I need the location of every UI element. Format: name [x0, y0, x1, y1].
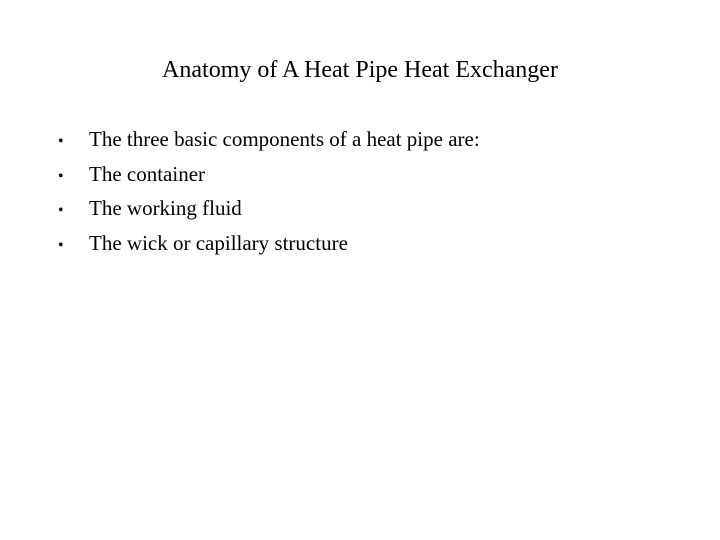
bullet-icon: •	[58, 167, 64, 185]
bullet-list	[58, 122, 480, 261]
list-item	[58, 191, 480, 226]
bullet-text: The working fluid	[89, 196, 242, 221]
slide-title: Anatomy of A Heat Pipe Heat Exchanger	[162, 57, 558, 83]
bullet-text: The container	[89, 161, 206, 186]
bullet-text: The three basic components of a heat pipe are:	[89, 127, 480, 151]
bullet-icon: •	[58, 133, 64, 150]
list-item	[58, 122, 480, 157]
list-item	[58, 226, 480, 261]
bullet-icon: •	[58, 202, 64, 220]
bullet-text: The wick or capillary structure	[89, 231, 348, 256]
bullet-icon: •	[58, 237, 64, 255]
list-item	[58, 157, 480, 192]
